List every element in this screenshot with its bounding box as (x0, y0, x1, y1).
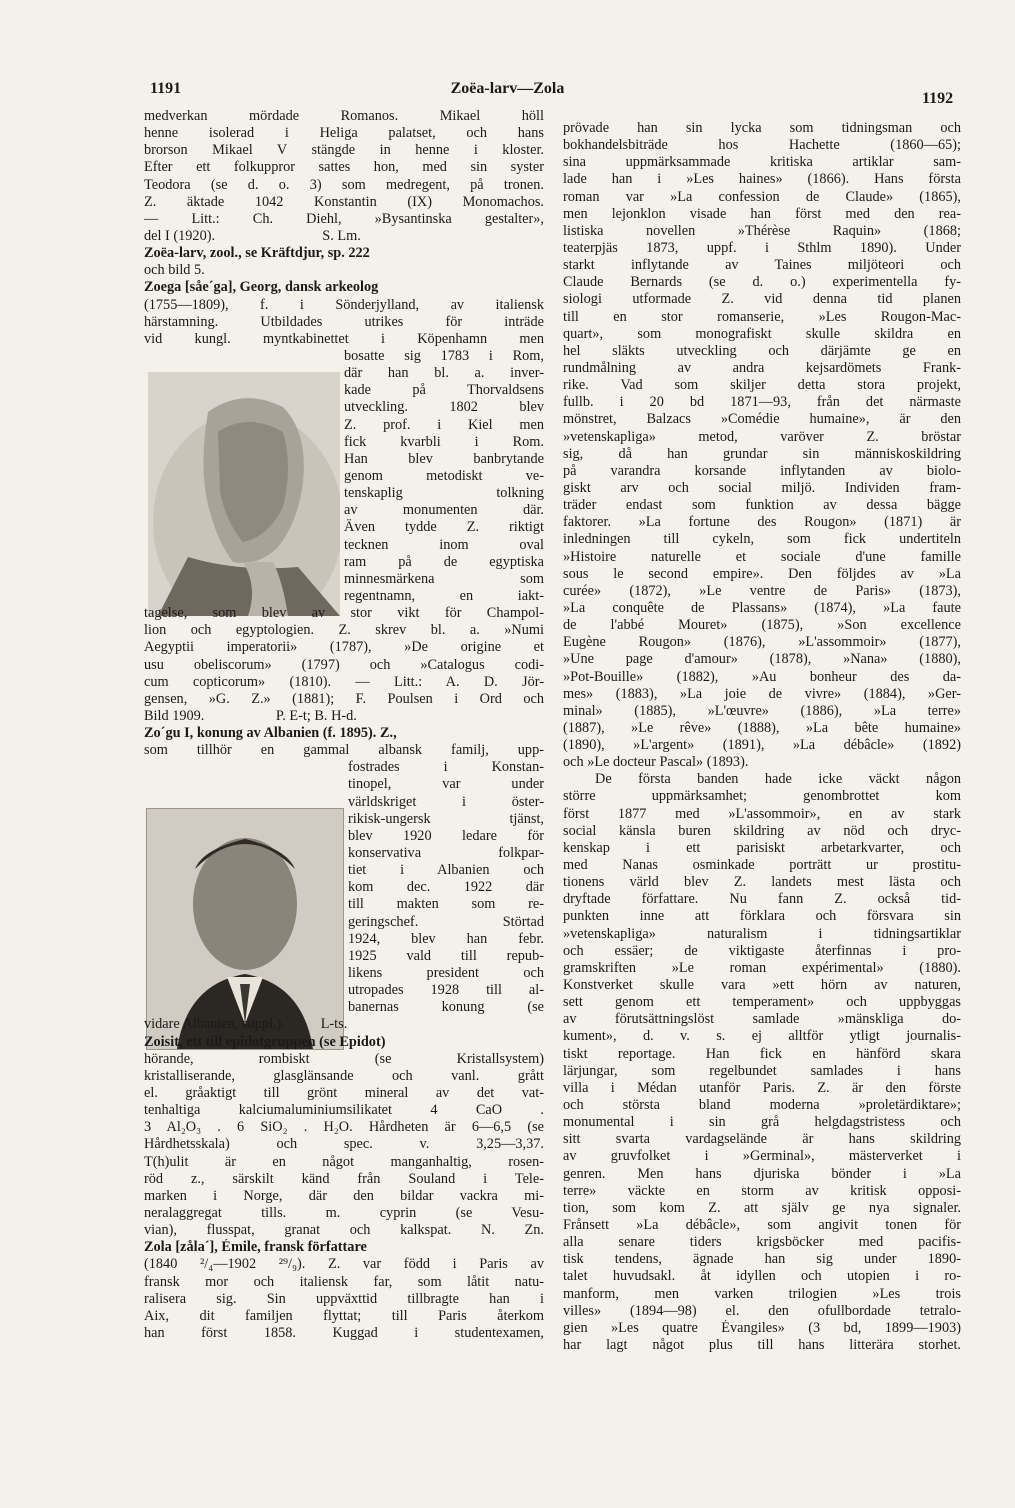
text-line: »vetenskapliga» naturalism i tidningsartiklar (563, 925, 961, 942)
text-line: världskriget i öster- (348, 793, 544, 810)
text-line: sous le second empire». Den följdes av »La (563, 565, 961, 582)
text-line: tenskaplig tolkning (344, 485, 544, 502)
text-line: gramskriften »Le roman expérimental» (1880). (563, 959, 961, 976)
text-line: och essäer; de viktigaste återfinnas i pro- (563, 942, 961, 959)
text-line: Han blev banbrytande (344, 450, 544, 467)
text-line: av förutsättningslöst samlade »mänskliga do- (563, 1011, 961, 1028)
text-line: vidare Albanien, suppl.). L-ts. (144, 1016, 348, 1033)
text-line: Frånsett »La débâcle», som angivit tonen för (563, 1217, 961, 1233)
text-line: 1924, blev han febr. (348, 930, 544, 947)
text-line: Bild 1909. P. E-t; B. H-d. (144, 707, 357, 724)
text-line: lärjungar, som regelbundet samlades i hans (563, 1062, 961, 1079)
text-line: listiska novellen »Thérèse Raquin» (1868; (563, 222, 961, 239)
text-line: genom metodiskt ve- (344, 467, 544, 484)
text-line: Konstverket skulle vara »ett hörn av naturen, (563, 977, 961, 994)
text-line: (1887), »Le rêve» (1888), »La bête humaine» (563, 719, 961, 736)
text-line: till en stor romanserie, »Les Rougon-Mac- (563, 308, 961, 325)
text-line: »Pot-Bouille» (1882), »Au bonheur des da- (563, 668, 961, 685)
text-line: rikisk-ungersk tjänst, (348, 810, 544, 827)
text-line: tenhaltiga kalciumaluminiumsilikatet 4 CaO . (144, 1102, 544, 1119)
text-line: monumental i sin grå helgdagstristess och (563, 1114, 961, 1131)
text-line: Z. prof. i Kiel men (344, 416, 544, 433)
text-line: siologi utformade Z. vid denna tid planen (563, 291, 961, 308)
text-line: geringschef. Störtad (348, 913, 544, 930)
text-line: vid kungl. myntkabinettet i Köpenhamn men (144, 330, 544, 347)
text-line: till makten som re- (348, 896, 544, 913)
text-line: tinopel, var under (348, 776, 544, 793)
left-page-number: 1191 (150, 80, 182, 97)
text-line: gensen, »G. Z.» (1881); F. Poulsen i Ord och (144, 690, 544, 707)
text-line: rundmålning av andra kejsardömets Frank- (563, 359, 961, 376)
text-line: giskt arv och social miljö. Individen fram- (563, 479, 961, 496)
text-line: först 1877 med »L'assommoir», en av stark (563, 805, 961, 822)
text-line: härstamning. Utbildades utrikes för inträde (144, 313, 544, 330)
text-line: sett genom ett temperament» och uppbyggas (563, 994, 961, 1011)
text-line: av gruvfolket i »Germinal», mästerverket i (563, 1148, 961, 1165)
text-line: Eugène Rougon» (1876), »L'assommoir» (1877), (563, 634, 961, 651)
text-line: mönstret, Balzacs »Comédie humaine», är den (563, 411, 961, 428)
text-line: röd z., särskilt känd från Souland i Tele- (144, 1170, 544, 1187)
text-line: och »Le docteur Pascal» (1893). (563, 754, 749, 771)
text-line: social känsla buren skildring av nöd och dryc- (563, 822, 961, 839)
text-line: bokhandelsbiträde hos Hachette (1860—65); (563, 137, 961, 154)
text-line: villes» (1894—98) el. den ofullbordade tetralo- (563, 1302, 961, 1319)
entry-zoea-larv: Zoëa-larv, zool., se Kräftdjur, sp. 222 (144, 245, 370, 262)
text-line: och största bland moderna »proletärdiktare»; (563, 1097, 961, 1114)
entry-zoisit: Zoisit, ett till epidotgruppen (se Epidot) (144, 1033, 386, 1050)
text-line: starkt inflytande av Taines miljöteori och (563, 257, 961, 274)
text-line: Z. äktade 1042 Konstantin (IX) Monomachos. (144, 193, 544, 210)
text-line: punkten inne att förklara och försvara sin (563, 908, 961, 925)
text-line: quart», som monografiskt skulle skildra en (563, 325, 961, 342)
text-line: kument», d. v. s. ej alltför ytligt journalis- (563, 1028, 961, 1045)
text-line: sina uppmärksammade kritiska artiklar sam- (563, 154, 961, 171)
text-line: (1890), »L'argent» (1891), »La débâcle» (1892) (563, 737, 961, 754)
text-line: alla senare tiders krigsböcker med pacifis- (563, 1234, 961, 1251)
text-line: lion och egyptologien. Z. skrev bl. a. »Numi (144, 622, 544, 639)
text-line: kom dec. 1922 där (348, 879, 544, 896)
text-line: konservativa folkpar- (348, 845, 544, 862)
entry-zola: Zola [zåla´], Émile, fransk författare (144, 1239, 367, 1256)
text-line: lade han i »Les haines» (1866). Hans första (563, 171, 961, 188)
text-line: (1755—1809), f. i Sönderjylland, av italiensk (144, 296, 544, 313)
right-page-number: 1192 (922, 90, 954, 107)
text-line: fostrades i Konstan- (348, 759, 544, 776)
text-line: cum copticorum» (1810). — Litt.: A. D. Jör- (144, 673, 544, 690)
text-line: han först 1858. Kuggad i studentexamen, (144, 1324, 544, 1341)
text-line: genren. Men hans djuriska bönder i »La (563, 1165, 961, 1182)
text-line: terre» väckte en storm av kritisk opposi- (563, 1182, 961, 1199)
text-line: kenskap i ett parisiskt arbetarkvarter, och (563, 839, 961, 856)
text-line: träder endast som funktion av dessa bägge (563, 497, 961, 514)
text-line: De första banden hade icke väckt någon (595, 771, 961, 788)
text-line: kade på Thorvaldsens (344, 382, 544, 399)
text-line: Teodora (se d. o. 3) som medregent, på tronen. (144, 176, 544, 193)
text-line: el. gråaktigt till grönt mineral av det vat- (144, 1085, 544, 1102)
text-line: tiet i Albanien och (348, 862, 544, 879)
text-line: där han bl. a. inver- (344, 365, 544, 382)
text-line: gien »Les quatre Évangiles» (3 bd, 1899—1903) (563, 1319, 961, 1336)
text-line: Aegyptii imperatorii» (1787), »De origine et (144, 639, 544, 656)
text-line: »Histoire naturelle et sociale d'une famille (563, 548, 961, 565)
text-line: Även tydde Z. riktigt (344, 519, 544, 536)
entry-zoega: Zoega [såe´ga], Georg, dansk arkeolog (144, 279, 379, 296)
entry-zogu: Zo´gu I, konung av Albanien (f. 1895). Z., (144, 725, 397, 742)
text-line: kristalliserande, glasglänsande och vanl. grått (144, 1067, 544, 1084)
text-line: blev 1920 ledare för (348, 827, 544, 844)
text-line: utveckling. 1802 blev (344, 399, 544, 416)
text-line: tion, som kom Z. att själv ge nya signaler. (563, 1199, 961, 1216)
text-line: tisk tendens, ägnade han sig under 1890- (563, 1251, 961, 1268)
text-line: fransk mor och italiensk far, som låtit natu- (144, 1273, 544, 1290)
text-line: del I (1920). S. Lm. (144, 227, 361, 244)
text-line: henne isolerad i Heliga palatset, och hans (144, 125, 544, 142)
text-line: de l'abbé Mouret» (1875), »Son excellence (563, 617, 961, 634)
text-line: tiskt reportage. Han fick en hänförd skara (563, 1045, 961, 1062)
text-line: och bild 5. (144, 262, 205, 279)
text-line: tagelse, som blev av stor vikt för Champol- (144, 605, 544, 622)
text-line: roman var »La confession de Claude» (1865), (563, 188, 961, 205)
text-line: ralisera sig. Sin uppväxttid tillbragte han i (144, 1290, 544, 1307)
text-line: fick kvarbli i Rom. (344, 433, 544, 450)
text-line: curée» (1872), »Le ventre de Paris» (1873), (563, 582, 961, 599)
text-line: — Litt.: Ch. Diehl, »Bysantinska gestalter», (144, 210, 544, 227)
text-line: Efter ett folkuppror sattes hon, med sin syster (144, 159, 544, 176)
text-line: minal» (1885), »L'œuvre» (1886), »La terre» (563, 702, 961, 719)
left-column (144, 108, 544, 1342)
text-line: medverkan mördade Romanos. Mikael höll (144, 108, 544, 124)
text-line: talet huvudsakl. åt idyllen och utopien i ro- (563, 1268, 961, 1285)
text-line: dryftade författare. Nu fann Z. också tid- (563, 891, 961, 908)
text-line: brorson Mikael V stängde in henne i kloster. (144, 142, 544, 159)
text-line: hörande, rombiskt (se Kristallsystem) (144, 1050, 544, 1067)
text-line: prövade han sin lycka som tidningsman och (563, 120, 961, 136)
text-line: sitt svarta vardagselände är hans skildring (563, 1131, 961, 1148)
text-line: som tillhör en gammal albansk familj, upp- (144, 742, 544, 759)
text-line: rike. Vad som skiljer detta stora projekt, (563, 377, 961, 394)
text-line: 1925 vald till repub- (348, 947, 544, 964)
text-line: hel släkts utveckling och därjämte ge en (563, 342, 961, 359)
right-column (563, 120, 961, 1354)
text-line: regentnamn, en iakt- (344, 587, 544, 604)
text-line: mes» (1883), »La joie de vivre» (1884), »Ger- (563, 685, 961, 702)
text-line: usu obeliscorum» (1797) och »Catalogus codi- (144, 656, 544, 673)
text-line: banernas konung (se (348, 999, 544, 1016)
text-line: manform, men varken trilogien »Les trois (563, 1285, 961, 1302)
text-line: teaterpjäs 1873, uppf. i Sthlm 1890). Under (563, 239, 961, 256)
text-line: 3 Al₂O₃ . 6 SiO₂ . H₂O. Hårdheten är 6—6,5 (se (144, 1119, 544, 1136)
text-line: på varandra korsande inflytanden av biolo- (563, 462, 961, 479)
text-line: Aix, dit familjen flyttat; till Paris återkom (144, 1307, 544, 1324)
text-line: tionens värld blev Z. landets mest lästa och (563, 874, 961, 891)
text-line: (1840 ²/₄—1902 ²⁹/₉). Z. var född i Paris av (144, 1256, 544, 1273)
text-line: T(h)ulit är en något manganhaltig, rosen- (144, 1153, 544, 1170)
text-line: vian), flusspat, granat och kalkspat. N. Zn. (144, 1222, 544, 1239)
text-line: ram på de egyptiska (344, 553, 544, 570)
text-line: men lejonklon visade han först med den rea- (563, 205, 961, 222)
text-line: likens president och (348, 965, 544, 982)
text-line: har lagt något plus till hans litterära storhet. (563, 1336, 961, 1353)
text-line: inledningen till cykeln, som fick undertiteln (563, 531, 961, 548)
text-line: fullb. i 20 bd 1871—93, från det närmaste (563, 394, 961, 411)
text-line: Hårdhetsskala) och spec. v. 3,25—3,37. (144, 1136, 544, 1153)
text-line: neralaggregat tills. m. cyprin (se Vesu- (144, 1205, 544, 1221)
text-line: med Nanas osminkade porträtt ur prostitu- (563, 857, 961, 874)
text-line: »La conquête de Plassans» (1874), »La faute (563, 599, 961, 616)
text-line: utropades 1928 till al- (348, 982, 544, 999)
text-line: »vetenskapliga» metod, varöver Z. bröstar (563, 428, 961, 445)
text-line: sig, då han grundar sin människoskildring (563, 445, 961, 462)
text-line: av monumenten där. (344, 502, 544, 519)
text-line: marken i Norge, där den bildar vackra mi- (144, 1187, 544, 1204)
text-line: »Une page d'amour» (1878), »Nana» (1880), (563, 651, 961, 668)
running-head-title: Zoëa-larv—Zola (450, 80, 565, 97)
text-line: villa i Médan utanför Paris. Z. är den förste (563, 1079, 961, 1096)
text-line: minnesmärkena som (344, 570, 544, 587)
text-line: bosatte sig 1783 i Rom, (344, 347, 544, 364)
text-line: faktorer. »La fortune des Rougon» (1871) är (563, 514, 961, 531)
text-line: Claude Bernards (se d. o.) experimentella fy- (563, 274, 961, 291)
text-line: tecknen inom oval (344, 536, 544, 553)
text-line: större uppmärksamhet; genombrottet kom (563, 788, 961, 805)
